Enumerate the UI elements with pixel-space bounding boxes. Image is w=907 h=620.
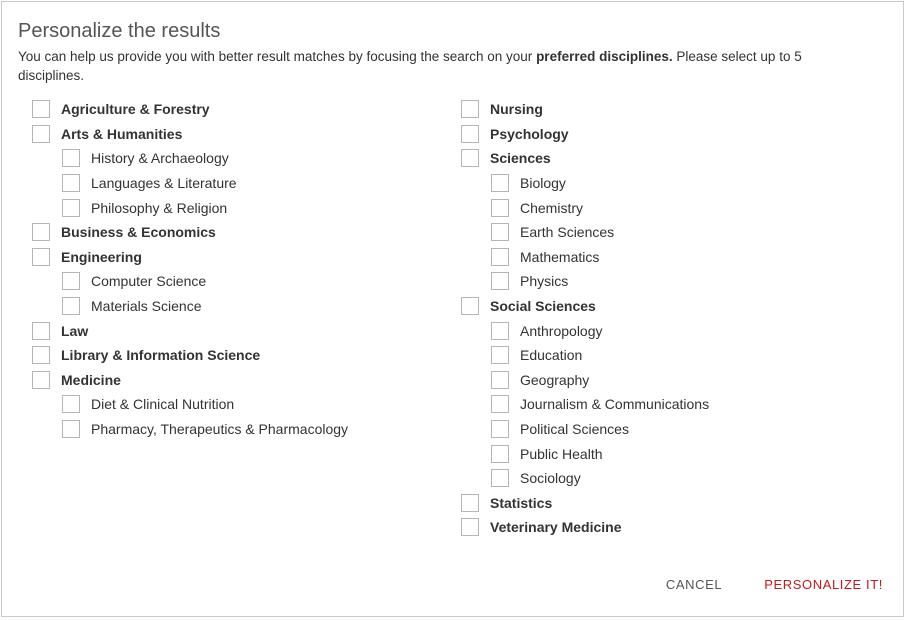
discipline-option-materials-science[interactable]: [32, 294, 348, 319]
discipline-option-philosophy-and-religion[interactable]: [32, 195, 348, 220]
personalize-dialog: [1, 1, 904, 617]
discipline-label: Social Sciences: [490, 298, 596, 315]
dialog-intro: [18, 47, 838, 85]
checkbox[interactable]: [491, 322, 509, 340]
discipline-option-anthropology[interactable]: [461, 318, 709, 343]
discipline-label: Philosophy & Religion: [91, 199, 228, 216]
discipline-label: Psychology: [490, 125, 569, 142]
checkbox[interactable]: [62, 420, 80, 438]
discipline-label: Earth Sciences: [520, 224, 615, 241]
discipline-label: Languages & Literature: [91, 175, 237, 192]
dialog-title: Personalize the results: [18, 20, 221, 42]
discipline-option-library-and-information-science[interactable]: [32, 343, 348, 368]
discipline-label: Materials Science: [91, 298, 202, 315]
discipline-label: Engineering: [61, 248, 142, 265]
checkbox[interactable]: [461, 297, 479, 315]
discipline-option-sociology[interactable]: [461, 466, 709, 491]
discipline-label: Anthropology: [520, 322, 603, 339]
discipline-option-public-health[interactable]: [461, 441, 709, 466]
discipline-label: Agriculture & Forestry: [61, 101, 210, 118]
checkbox[interactable]: [461, 494, 479, 512]
discipline-label: Computer Science: [91, 273, 207, 290]
discipline-label: Sciences: [490, 150, 551, 167]
checkbox[interactable]: [491, 248, 509, 266]
discipline-option-arts-and-humanities[interactable]: [32, 122, 348, 147]
disciplines-left-column: [32, 97, 348, 441]
checkbox[interactable]: [62, 297, 80, 315]
checkbox[interactable]: [62, 174, 80, 192]
checkbox[interactable]: [461, 149, 479, 167]
discipline-option-social-sciences[interactable]: [461, 294, 709, 319]
checkbox[interactable]: [491, 395, 509, 413]
discipline-label: Diet & Clinical Nutrition: [91, 396, 235, 413]
intro-text-bold: preferred disciplines.: [536, 49, 673, 64]
discipline-label: Medicine: [61, 371, 121, 388]
disciplines-right-column: [461, 97, 709, 540]
discipline-label: Pharmacy, Therapeutics & Pharmacology: [91, 421, 349, 438]
discipline-label: Sociology: [520, 470, 581, 487]
checkbox[interactable]: [32, 100, 50, 118]
discipline-label: Statistics: [490, 494, 553, 511]
discipline-label: Physics: [520, 273, 569, 290]
discipline-option-psychology[interactable]: [461, 122, 709, 147]
discipline-option-sciences[interactable]: [461, 146, 709, 171]
checkbox[interactable]: [32, 125, 50, 143]
discipline-label: Public Health: [520, 445, 603, 462]
discipline-option-geography[interactable]: [461, 368, 709, 393]
discipline-label: Biology: [520, 175, 566, 192]
checkbox[interactable]: [32, 371, 50, 389]
discipline-label: Geography: [520, 371, 590, 388]
checkbox[interactable]: [491, 420, 509, 438]
discipline-option-biology[interactable]: [461, 171, 709, 196]
cancel-button[interactable]: CANCEL: [665, 577, 723, 592]
discipline-option-diet-and-clinical-nutrition[interactable]: [32, 392, 348, 417]
discipline-label: Nursing: [490, 101, 543, 118]
discipline-option-languages-and-literature[interactable]: [32, 171, 348, 196]
discipline-option-political-sciences[interactable]: [461, 417, 709, 442]
discipline-option-engineering[interactable]: [32, 245, 348, 270]
discipline-option-earth-sciences[interactable]: [461, 220, 709, 245]
checkbox[interactable]: [32, 322, 50, 340]
checkbox[interactable]: [491, 223, 509, 241]
discipline-label: Law: [61, 322, 89, 339]
discipline-option-physics[interactable]: [461, 269, 709, 294]
intro-text-end: Please select up to 5 disciplines.: [18, 49, 802, 83]
checkbox[interactable]: [62, 272, 80, 290]
intro-text-start: You can help us provide you with better result matches by focusing the search on your: [18, 49, 537, 64]
checkbox[interactable]: [461, 125, 479, 143]
personalize-button[interactable]: PERSONALIZE IT!: [764, 577, 883, 592]
discipline-option-computer-science[interactable]: [32, 269, 348, 294]
discipline-option-law[interactable]: [32, 318, 348, 343]
discipline-option-agriculture-and-forestry[interactable]: [32, 97, 348, 122]
checkbox[interactable]: [32, 248, 50, 266]
checkbox[interactable]: [491, 371, 509, 389]
discipline-option-history-and-archaeology[interactable]: [32, 146, 348, 171]
checkbox[interactable]: [491, 272, 509, 290]
discipline-option-education[interactable]: [461, 343, 709, 368]
discipline-label: Library & Information Science: [61, 347, 261, 364]
discipline-option-medicine[interactable]: [32, 368, 348, 393]
discipline-option-veterinary-medicine[interactable]: [461, 515, 709, 540]
checkbox[interactable]: [62, 199, 80, 217]
discipline-option-statistics[interactable]: [461, 491, 709, 516]
discipline-label: Chemistry: [520, 199, 584, 216]
checkbox[interactable]: [491, 445, 509, 463]
discipline-label: Veterinary Medicine: [490, 519, 622, 536]
checkbox[interactable]: [461, 100, 479, 118]
discipline-option-chemistry[interactable]: [461, 195, 709, 220]
discipline-label: Arts & Humanities: [61, 125, 183, 142]
checkbox[interactable]: [491, 346, 509, 364]
checkbox[interactable]: [62, 149, 80, 167]
checkbox[interactable]: [491, 199, 509, 217]
discipline-option-pharmacy-therapeutics-and-pharmacology[interactable]: [32, 417, 348, 442]
checkbox[interactable]: [491, 469, 509, 487]
dialog-actions: [666, 577, 883, 592]
checkbox[interactable]: [461, 518, 479, 536]
discipline-option-journalism-and-communications[interactable]: [461, 392, 709, 417]
discipline-option-mathematics[interactable]: [461, 245, 709, 270]
discipline-label: Mathematics: [520, 248, 600, 265]
discipline-label: Political Sciences: [520, 421, 629, 438]
checkbox[interactable]: [491, 174, 509, 192]
discipline-label: Education: [520, 347, 583, 364]
discipline-option-nursing[interactable]: [461, 97, 709, 122]
discipline-label: History & Archaeology: [91, 150, 229, 167]
checkbox[interactable]: [32, 346, 50, 364]
discipline-option-business-and-economics[interactable]: [32, 220, 348, 245]
discipline-label: Business & Economics: [61, 224, 216, 241]
checkbox[interactable]: [62, 395, 80, 413]
checkbox[interactable]: [32, 223, 50, 241]
discipline-label: Journalism & Communications: [520, 396, 710, 413]
